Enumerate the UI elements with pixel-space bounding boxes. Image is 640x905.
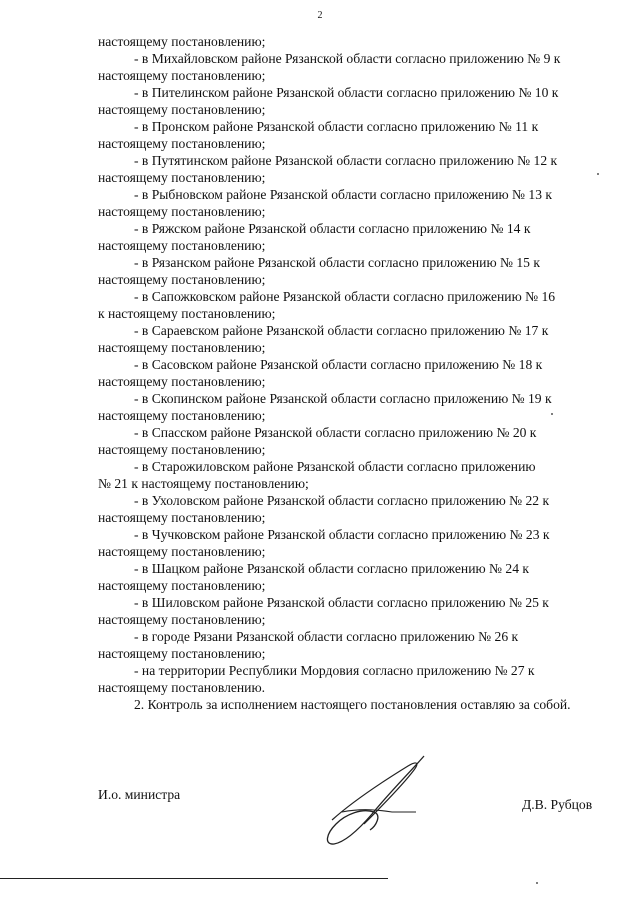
- appendix-item: - в Спасском районе Рязанской области согласно приложению № 20 к: [134, 425, 537, 440]
- appendix-item: - в Скопинском районе Рязанской области согласно приложению № 19 к: [134, 391, 552, 406]
- appendix-item: - в Чучковском районе Рязанской области согласно приложению № 23 к: [134, 527, 550, 542]
- appendix-item: - в Старожиловском районе Рязанской области согласно приложению: [134, 459, 536, 474]
- appendix-item: - в Михайловском районе Рязанской области согласно приложению № 9 к: [134, 51, 561, 66]
- appendix-item: - в Ухоловском районе Рязанской области согласно приложению № 22 к: [134, 493, 550, 508]
- appendix-list: [98, 50, 610, 696]
- handwritten-signature: [312, 752, 472, 847]
- appendix-item-continuation: настоящему постановлению;: [98, 102, 266, 117]
- appendix-item-continuation: настоящему постановлению;: [98, 204, 266, 219]
- appendix-item-continuation: настоящему постановлению;: [98, 340, 266, 355]
- appendix-item-continuation: настоящему постановлению;: [98, 510, 266, 525]
- appendix-item-continuation: настоящему постановлению;: [98, 272, 266, 287]
- appendix-item-continuation: настоящему постановлению;: [98, 408, 266, 423]
- footer-rule: [0, 878, 388, 879]
- appendix-item-continuation: настоящему постановлению;: [98, 374, 266, 389]
- appendix-item-continuation: настоящему постановлению.: [98, 680, 266, 695]
- continuation-line: настоящему постановлению;: [98, 34, 266, 49]
- appendix-item: - в Сараевском районе Рязанской области согласно приложению № 17 к: [134, 323, 549, 338]
- appendix-item: - в Сапожковском районе Рязанской области согласно приложению № 16: [134, 289, 556, 304]
- appendix-item: - в Пителинском районе Рязанской области согласно приложению № 10 к: [134, 85, 559, 100]
- appendix-item: - в Шацком районе Рязанской области согласно приложению № 24 к: [134, 561, 529, 576]
- page-number: 2: [317, 10, 323, 21]
- appendix-item-continuation: настоящему постановлению;: [98, 136, 266, 151]
- signatory-title: И.о. министра: [98, 787, 181, 802]
- appendix-item-continuation: настоящему постановлению;: [98, 170, 266, 185]
- appendix-item-continuation: настоящему постановлению;: [98, 68, 266, 83]
- scan-speck: [536, 882, 538, 884]
- appendix-item-continuation: настоящему постановлению;: [98, 238, 266, 253]
- appendix-item: - в Путятинском районе Рязанской области согласно приложению № 12 к: [134, 153, 558, 168]
- appendix-item-continuation: к настоящему постановлению;: [98, 306, 276, 321]
- appendix-item-continuation: настоящему постановлению;: [98, 442, 266, 457]
- appendix-item: - в Ряжском районе Рязанской области согласно приложению № 14 к: [134, 221, 531, 236]
- appendix-item: - в Шиловском районе Рязанской области согласно приложению № 25 к: [134, 595, 549, 610]
- appendix-item-continuation: настоящему постановлению;: [98, 612, 266, 627]
- appendix-item: - на территории Республики Мордовия согласно приложению № 27 к: [134, 663, 535, 678]
- scan-speck: [551, 413, 553, 415]
- appendix-item: - в Пронском районе Рязанской области согласно приложению № 11 к: [134, 119, 539, 134]
- document-body: [98, 33, 610, 713]
- appendix-item-continuation: настоящему постановлению;: [98, 578, 266, 593]
- appendix-item-continuation: № 21 к настоящему постановлению;: [98, 476, 309, 491]
- scan-speck: [597, 173, 599, 175]
- appendix-item: - в Рязанском районе Рязанской области согласно приложению № 15 к: [134, 255, 540, 270]
- appendix-item: - в Сасовском районе Рязанской области согласно приложению № 18 к: [134, 357, 543, 372]
- control-paragraph: 2. Контроль за исполнением настоящего постановления оставляю за собой.: [134, 697, 571, 712]
- signatory-name: Д.В. Рубцов: [522, 797, 593, 812]
- appendix-item-continuation: настоящему постановлению;: [98, 544, 266, 559]
- appendix-item: - в городе Рязани Рязанской области согласно приложению № 26 к: [134, 629, 519, 644]
- appendix-item-continuation: настоящему постановлению;: [98, 646, 266, 661]
- appendix-item: - в Рыбновском районе Рязанской области согласно приложению № 13 к: [134, 187, 553, 202]
